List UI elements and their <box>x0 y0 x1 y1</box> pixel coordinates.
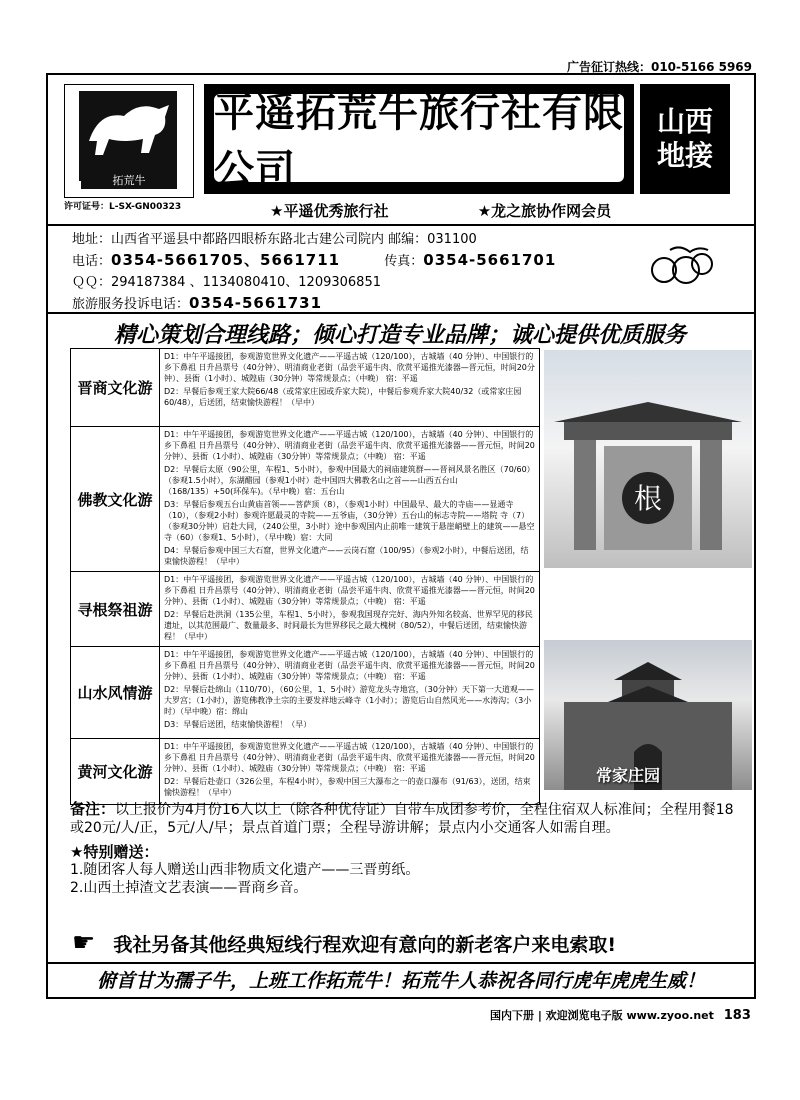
gift-title: ★特别赠送： <box>70 843 159 861</box>
fax-number: 0354-5661701 <box>423 251 557 269</box>
badge-excellent-agency: ★平遥优秀旅行社 <box>270 202 389 220</box>
bottom-slogan: 俯首甘为孺子牛，上班工作拓荒牛！拓荒牛人恭祝各同行虎年虎虎生威！ <box>96 970 705 992</box>
complaint-row: 旅游服务投诉电话：0354-5661731 <box>72 294 323 312</box>
company-name: 平遥拓荒牛旅行社有限公司 <box>214 90 624 193</box>
tour-row <box>71 647 540 739</box>
tour-row <box>71 349 540 427</box>
region-line2: 地接 <box>656 139 713 172</box>
ox-icon <box>79 91 177 171</box>
notes-text: 以上报价为4月份16人以上（除各种优待证）自带车成团参考价，全程住宿双人标准间；全程用餐18或20元/人/正，5元/人/早；景点首道门票；全程导游讲解；景点内小交通客人如需自理。 <box>70 802 734 836</box>
region-line1: 山西 <box>656 105 713 138</box>
tour-name: 山水风情游 <box>71 647 160 739</box>
memorial-archway-photo <box>544 350 752 568</box>
tour-description: D1：中午平遥接团，参观游览世界文化遗产——平遥古城（120/100），古城墙（40 分钟）、中国银行的乡下鼻祖 日升昌票号（40分钟）、明清商业老街（品尝平遥牛肉、欣赏平遥推光漆器—晋元恒，时间20分钟）、县衙（1小时）、城隍庙（30分钟）等常规景点；（中晚） 宿：平遥 D2：早餐后参观王家大院66/48（或常家庄园或乔家大院），中餐后参观乔家大院40/32（或常家庄园60/48），后送团，结束愉快游程！（早中） <box>160 349 540 427</box>
persimmon-icon <box>650 242 714 286</box>
promo-line <box>72 928 732 958</box>
tour-name: 黄河文化游 <box>71 739 160 805</box>
tour-row <box>71 427 540 572</box>
ad-hotline: 广告征订热线：010-5166 5969 <box>566 60 752 74</box>
divider <box>46 312 756 314</box>
divider <box>46 224 756 226</box>
complaint-number: 0354-5661731 <box>189 294 323 312</box>
honor-badges <box>270 200 695 221</box>
phone-number: 0354-5661705、5661711 <box>111 251 341 269</box>
divider <box>46 962 756 964</box>
tour-description: D1：中午平遥接团，参观游览世界文化遗产——平遥古城（120/100），古城墙（40 分钟）、中国银行的乡下鼻祖 日升昌票号（40分钟）、明清商业老街（品尝平遥牛肉、欣赏平遥推光漆器——晋元恒，时间20分钟）、县衙（1小时）、城隍庙（30分钟）等常规景点；（中晚） 宿：平遥 D2：早餐后赴壶口（326公里，车程4小时），参观中国三大瀑布之一的壶口瀑布（91/63），送团，结束愉快游程！（早中） <box>160 739 540 805</box>
qq-numbers: ＱＱ：294187384 、1134080410、1209306851 <box>72 275 381 290</box>
tour-table <box>70 348 540 805</box>
tour-row <box>71 739 540 805</box>
footer-text: 国内下册 | 欢迎浏览电子版 www.zyoo.net <box>490 1009 714 1022</box>
tour-description: D1：中午平遥接团，参观游览世界文化遗产——平遥古城（120/100），古城墙（40 分钟）、中国银行的乡下鼻祖 日升昌票号（40分钟）、明清商业老街（品尝平遥牛肉、欣赏平遥推光漆器——晋元恒，时间20分钟）、县衙（1小时）、城隍庙（30分钟）等常规景点；（中晚） 宿：平遥 D2：早餐后太原（90公里，车程1、5小时），参观中国最大的祠庙建筑群——晋祠风景名胜区（70/60）（参观1.5小时），东湖醋园（参观1小时）赴中国四大佛教名山之首——山西五台山（168/135）+50(环保车)。（早中晚）宿：五台山 D3：早餐后参观五台山黄庙首领——菩萨顶（8），（参观1小时）中国最早、最大的寺庙——显通寺（10），（参观2小时）参观许愿最灵的寺院——五爷庙，（30分钟）五台山的标志寺院——塔院 寺（7）（参观30分钟）启赴大同，（240公里，3小时）途中参观国内止前唯一建筑于悬崖峭壁上的建筑——悬空寺（60）（参观1、5小时），（早中晚）宿：大同 D4：早餐后参观中国三大石窟，世界文化遗产——云岗石窟（100/95）（参观2小时），中餐后送团，结束愉快游程！（早中） <box>160 427 540 572</box>
company-logo <box>64 84 194 198</box>
tour-name: 寻根祭祖游 <box>71 572 160 647</box>
gift-item: 1.随团客人每人赠送山西非物质文化遗产——三晋剪纸。 <box>70 862 420 878</box>
pointing-hand-icon: ☛ <box>72 928 96 958</box>
tour-name: 晋商文化游 <box>71 349 160 427</box>
tour-row <box>71 572 540 647</box>
page-number: 183 <box>723 1008 751 1023</box>
logo-text: 拓荒牛 <box>81 173 177 189</box>
notes-label: 备注： <box>70 800 116 818</box>
badge-network-member: ★龙之旅协作网会员 <box>477 202 612 220</box>
root-character: 根 <box>633 482 663 515</box>
tour-description: D1：中午平遥接团，参观游览世界文化遗产——平遥古城（120/100），古城墙（40 分钟）、中国银行的乡下鼻祖 日升昌票号（40分钟）、明清商业老街（品尝平遥牛肉、欣赏平遥推光漆器——晋元恒，时间20分钟）、县衙（1小时）、城隍庙（30分钟）等常规景点；（中晚） 宿：平遥 D2：早餐后赴洪洞（135公里，车程1、5小时），参观我国现存完好、海内外知名较高、世界罕见的移民遗址，以其范围最广、数量最多、时间最长为世界移民之最大槐树（80/52），中餐后送团，结束愉快游程！（早中） <box>160 572 540 647</box>
promo-text: 我社另备其他经典短线行程欢迎有意向的新老客户来电索取! <box>113 933 616 956</box>
photo-caption: 常家庄园 <box>596 766 661 785</box>
page-footer <box>490 1007 751 1023</box>
address: 地址：山西省平遥县中都路四眼桥东路北古建公司院内 邮编：031100 <box>72 232 477 247</box>
gift-item: 2.山西土掉渣文艺表演——晋商乡音。 <box>70 880 308 896</box>
tour-name: 佛教文化游 <box>71 427 160 572</box>
notes-section <box>70 800 740 897</box>
contact-info <box>72 229 556 315</box>
region-badge <box>640 84 730 194</box>
service-slogan: 精心策划合理线路；倾心打造专业品牌；诚心提供优质服务 <box>113 323 686 348</box>
phone-row: 电话：0354-5661705、5661711 传真：0354-5661701 <box>72 251 557 269</box>
company-title-bar <box>204 84 634 194</box>
tour-description: D1：中午平遥接团，参观游览世界文化遗产——平遥古城（120/100），古城墙（40 分钟）、中国银行的乡下鼻祖 日升昌票号（40分钟）、明清商业老街（品尝平遥牛肉、欣赏平遥推光漆器——晋元恒，时间20分钟）、县衙（1小时）、城隍庙（30分钟）等常规景点；（中晚） 宿：平遥 D2：早餐后赴绵山（110/70），（60公里，1、5小时）游览龙头寺地宫，（30分钟）天下第一大道观——大罗宫；（1小时），游览佛教净土宗的主要发祥地云峰寺（1小时）；游览后山自然风光——水涛沟；（3小时）（早中晚）宿：绵山 D3：早餐后送团，结束愉快游程！（早） <box>160 647 540 739</box>
license-number: 许可证号：L-SX-GN00323 <box>64 202 182 212</box>
